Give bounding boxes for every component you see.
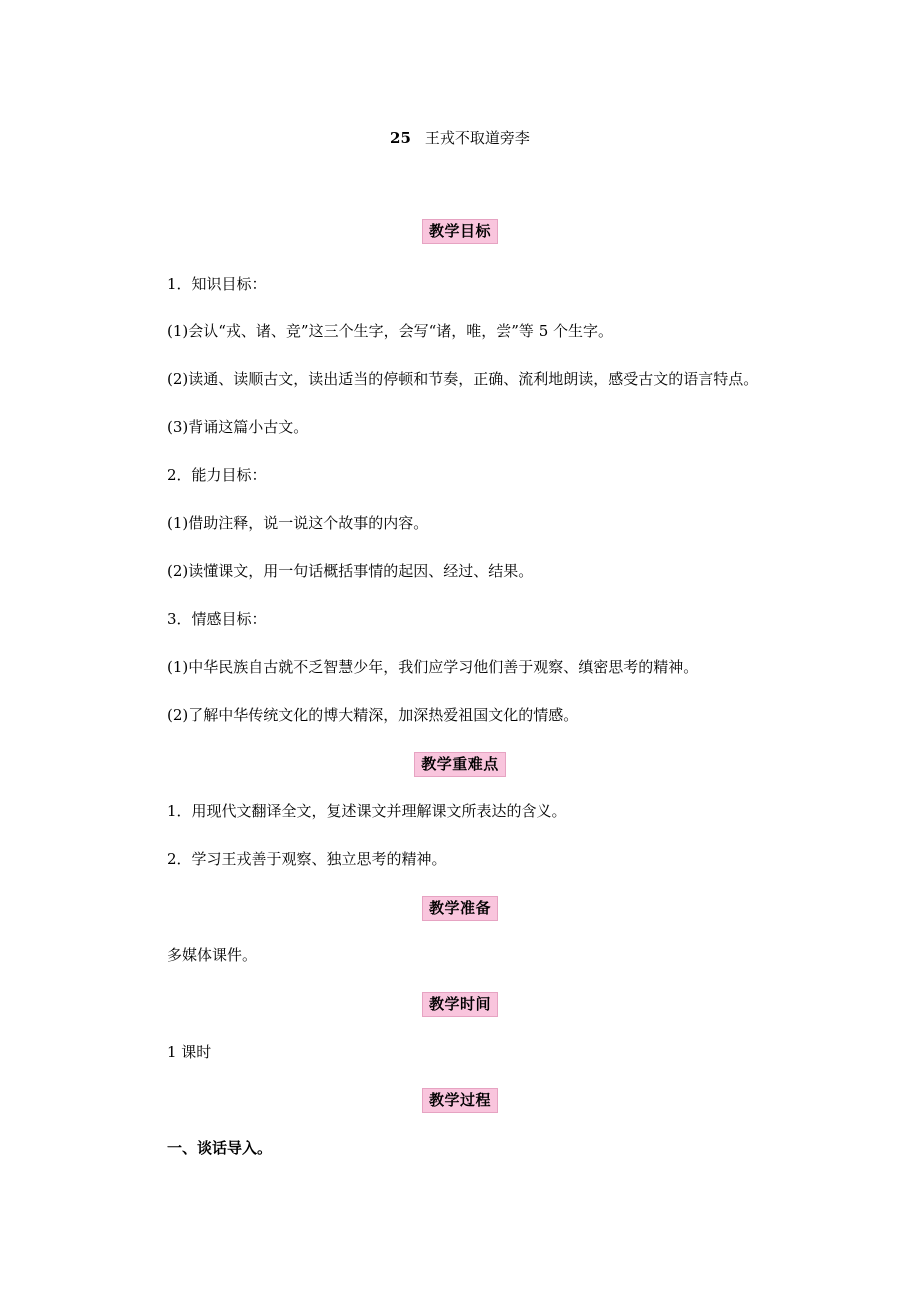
ability-objective-item-2: (2)读懂课文，用一句话概括事情的起因、经过、结果。 bbox=[167, 562, 534, 580]
emotion-objective-item-2: (2)了解中华传统文化的博大精深，加深热爱祖国文化的情感。 bbox=[167, 706, 579, 724]
section-heading-key-points bbox=[0, 752, 920, 777]
section-heading-time bbox=[0, 992, 920, 1017]
emotion-objective-item-1: (1)中华民族自古就不乏智慧少年，我们应学习他们善于观察、缜密思考的精神。 bbox=[167, 658, 699, 676]
lesson-number: 25 bbox=[390, 129, 411, 147]
objectives-heading-label: 教学目标 bbox=[422, 219, 498, 244]
section-heading-preparation bbox=[0, 896, 920, 921]
key-point-item-2: 2．学习王戎善于观察、独立思考的精神。 bbox=[167, 850, 447, 868]
lesson-title bbox=[0, 127, 920, 149]
preparation-heading-label: 教学准备 bbox=[422, 896, 498, 921]
ability-objective-title: 2．能力目标： bbox=[167, 466, 267, 484]
process-step-1: 一、谈话导入。 bbox=[167, 1139, 273, 1157]
knowledge-objective-item-2: (2)读通、读顺古文，读出适当的停顿和节奏，正确、流利地朗读，感受古文的语言特点。 bbox=[167, 370, 759, 388]
key-point-item-1: 1．用现代文翻译全文，复述课文并理解课文所表达的含义。 bbox=[167, 802, 567, 820]
time-text: 1 课时 bbox=[167, 1043, 212, 1061]
knowledge-objective-item-1: (1)会认“戎、诸、竞”这三个生字，会写“诸，唯，尝”等 5 个生字。 bbox=[167, 322, 614, 340]
key-points-heading-label: 教学重难点 bbox=[414, 752, 506, 777]
process-heading-label: 教学过程 bbox=[422, 1088, 498, 1113]
time-heading-label: 教学时间 bbox=[422, 992, 498, 1017]
preparation-text: 多媒体课件。 bbox=[167, 946, 258, 964]
section-heading-process bbox=[0, 1088, 920, 1113]
knowledge-objective-title: 1．知识目标： bbox=[167, 275, 267, 293]
emotion-objective-title: 3．情感目标： bbox=[167, 610, 267, 628]
lesson-title-text: 王戎不取道旁李 bbox=[424, 129, 530, 147]
section-heading-objectives bbox=[0, 219, 920, 244]
knowledge-objective-item-3: (3)背诵这篇小古文。 bbox=[167, 418, 309, 436]
ability-objective-item-1: (1)借助注释，说一说这个故事的内容。 bbox=[167, 514, 429, 532]
